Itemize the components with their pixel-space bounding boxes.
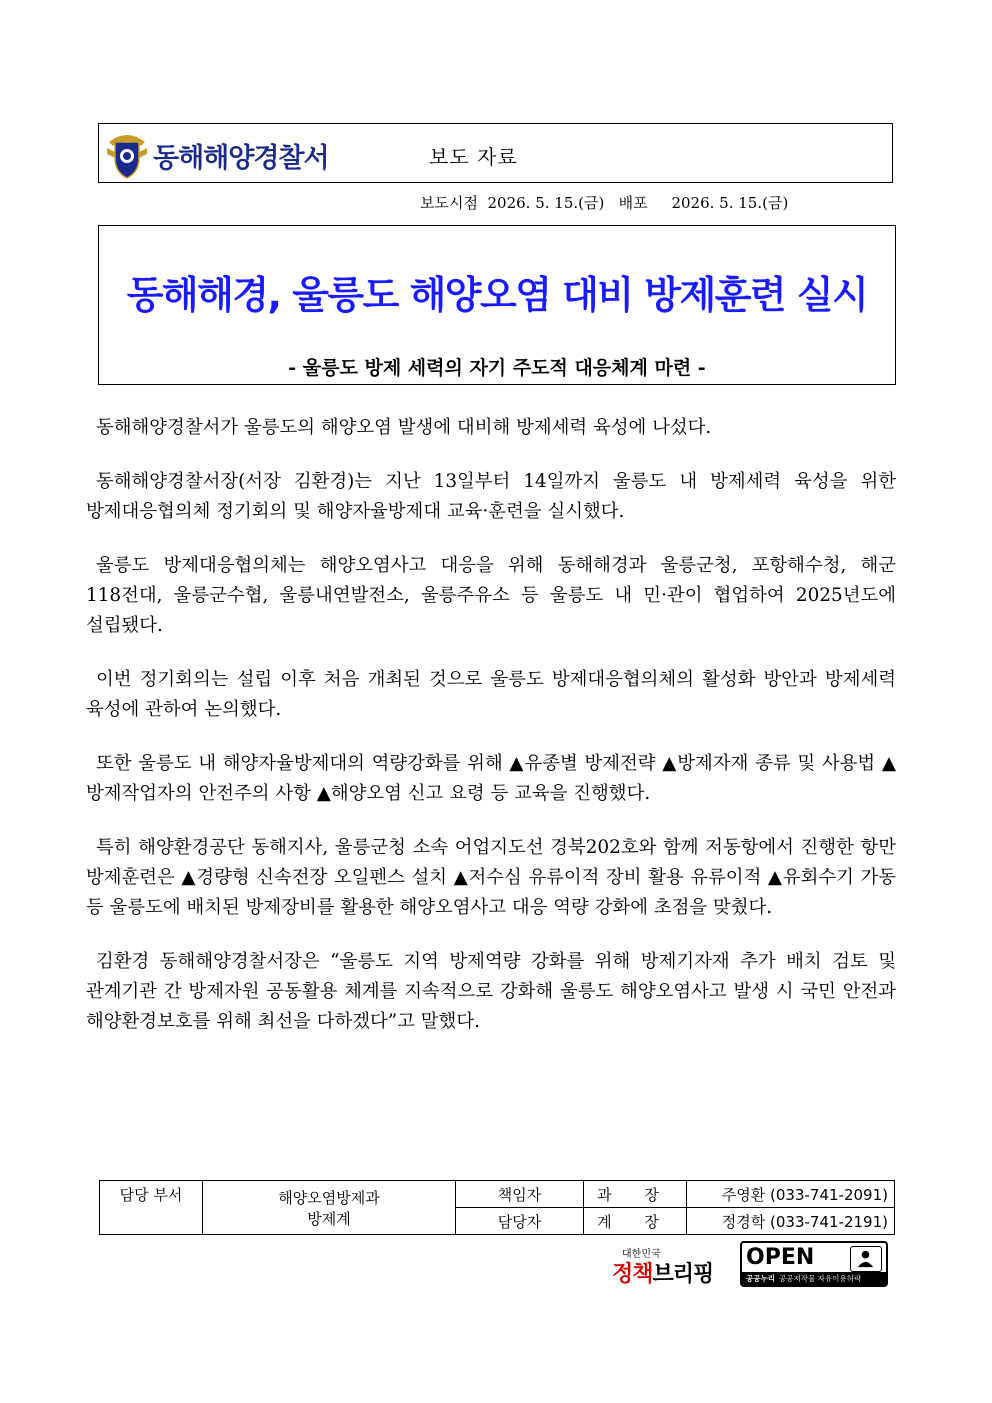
headline-subtitle: - 울릉도 방제 세력의 자기 주도적 대응체계 마련 - [288,357,706,379]
contact-table [99,1180,895,1235]
article-body [86,413,896,1061]
open-label: OPEN [746,1245,815,1270]
person-cell: 정경학 (033-741-2191) [687,1208,895,1235]
brand-main-text [612,1257,713,1288]
brand-main-red: 정책 [612,1262,653,1287]
coast-guard-emblem-icon [107,128,147,180]
brand-main-black: 브리핑 [652,1262,714,1287]
open-sub-text: 공공저작물 자유이용허락 [778,1274,862,1283]
open-sub [742,1272,886,1285]
team-name: 방제계 [307,1209,351,1228]
paragraph: 또한 울릉도 내 해양자율방제대의 역량강화를 위해 ▲유종별 방제전략 ▲방제자재 종류 및 사용법 ▲방제작업자의 안전주의 사항 ▲해양오염 신고 요령 등 교육을 진행했다. [86,753,896,804]
paragraph: 동해해양경찰서장(서장 김환경)는 지난 13일부터 14일까지 울릉도 내 방제세력 육성을 위한 방제대응협의체 정기회의 및 해양자율방제대 교육·훈련을 실시했다. [86,471,896,522]
title-cell: 과 장 [584,1181,687,1208]
paragraph: 특히 해양환경공단 동해지사, 울릉군청 소속 어업지도선 경북202호와 함께 저동항에서 진행한 항만 방제훈련은 ▲경량형 신속전장 오일펜스 설치 ▲저수심 유류이적 장비 활용 유류이적 ▲유회수기 가동 등 울릉도에 배치된 방제장비를 활용한 해양오염사고 대응 역량 강화에 초점을 맞췄다. [86,837,896,918]
headline-box [98,225,896,385]
paragraph: 울릉도 방제대응협의체는 해양오염사고 대응을 위해 동해해경과 울릉군청, 포항해수청, 해군 118전대, 울릉군수협, 울릉내연발전소, 울릉주유소 등 울릉도 내 민·관이 협업하여 2025년도에 설립됐다. [86,555,896,636]
open-license-badge [740,1241,888,1287]
headline-title: 동해해경, 울릉도 해양오염 대비 방제훈련 실시 [126,273,868,317]
person-cell: 주영환 (033-741-2091) [687,1181,895,1208]
open-sub-bold: 공공누리 [746,1274,775,1283]
dept-cell [203,1181,456,1235]
paragraph: 김환경 동해해양경찰서장은 “울릉도 지역 방제역량 강화를 위해 방제기자재 추가 배치 검토 및 관계기관 간 방제자원 공동활용 체계를 지속적으로 강화해 울릉도 해양오염사고 발생 시 국민 안전과 해양환경보호를 위해 최선을 다하겠다”고 말했다. [86,951,896,1032]
table-row [100,1181,895,1208]
paragraph: 이번 정기회의는 설립 이후 처음 개최된 것으로 울릉도 방제대응협의체의 활성화 방안과 방제세력 육성에 관하여 논의했다. [86,669,896,720]
header-box [98,123,893,183]
release-date-line: 보도시점 2026. 5. 15.(금) 배포 2026. 5. 15.(금) [420,194,789,212]
org-name: 동해해양경찰서 [153,143,329,174]
role-cell: 담당자 [456,1208,584,1235]
person-icon [850,1246,882,1272]
role-cell: 책임자 [456,1181,584,1208]
dept-label: 담당 부서 [100,1181,203,1235]
brand-small-text: 대한민국 [622,1249,661,1260]
doc-type: 보도 자료 [429,145,518,169]
policy-briefing-logo [612,1245,728,1287]
title-cell: 계 장 [584,1208,687,1235]
dept-name: 해양오염방제과 [278,1188,380,1207]
paragraph: 동해해양경찰서가 울릉도의 해양오염 발생에 대비해 방제세력 육성에 나섰다. [96,417,712,438]
